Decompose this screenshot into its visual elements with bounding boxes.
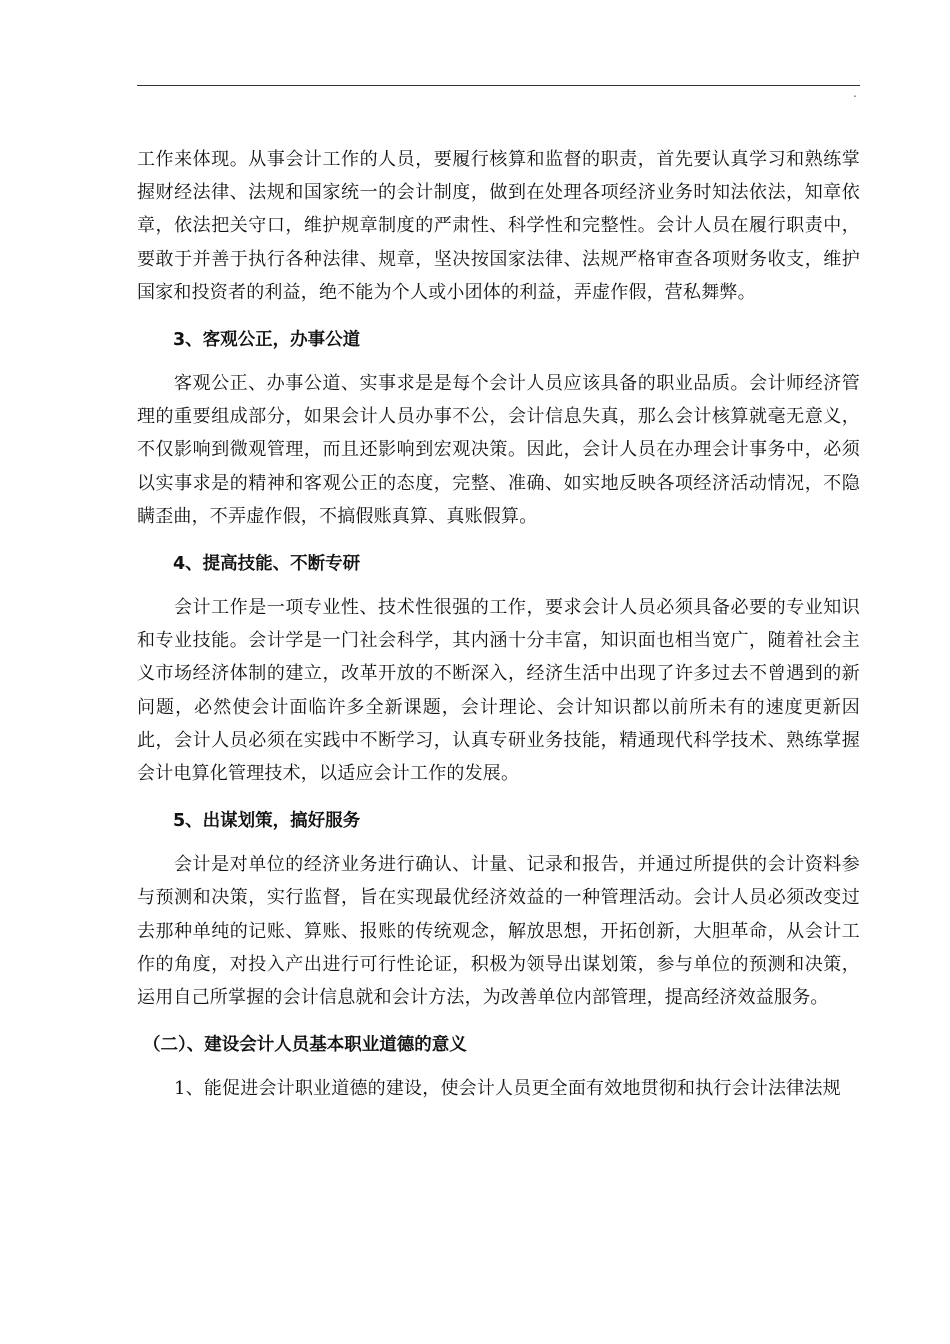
paragraph-section-4: 会计工作是一项专业性、技术性很强的工作，要求会计人员必须具备必要的专业知识和专业技能。会计学是一门社会科学，其内涵十分丰富，知识面也相当宽广，随着社会主义市场经济体制的建立，改革开放的不断深入，经济生活中出现了许多过去不曾遇到的新问题，必然使会计面临许多全新课题，会计理论、会计知识都以前所未有的速度更新因此，会计人员必须在实践中不断学习，认真专研业务技能，精通现代科学技术、熟练掌握会计电算化管理技术，以适应会计工作的发展。 xyxy=(137,597,860,785)
paragraph-intro: 工作来体现。从事会计工作的人员，要履行核算和监督的职责，首先要认真学习和熟练掌握财经法律、法规和国家统一的会计制度，做到在处理各项经济业务时知法依法，知章依章，依法把关守口，维护规章制度的严肃性、科学性和完整性。会计人员在履行职责中，要敢于并善于执行各种法律、规章，坚决按国家法律、法规严格审查各项财务收支，维护国家和投资者的利益，绝不能为个人或小团体的利益，弄虚作假，营私舞弊。 xyxy=(137,149,860,303)
header-rule xyxy=(137,85,860,86)
document-body xyxy=(137,143,860,1105)
header-mark: . xyxy=(853,86,857,100)
heading-section-5: 5、出谋划策，搞好服务 xyxy=(173,811,361,832)
paragraph-section-3: 客观公正、办事公道、实事求是是每个会计人员应该具备的职业品质。会计师经济管理的重要组成部分，如果会计人员办事不公，会计信息失真，那么会计核算就毫无意义，不仅影响到微观管理，而且还影响到宏观决策。因此，会计人员在办理会计事务中，必须以实事求是的精神和客观公正的态度，完整、准确、如实地反映各项经济活动情况，不隐瞒歪曲，不弄虚作假，不搞假账真算、真账假算。 xyxy=(137,373,860,527)
heading-section-3: 3、客观公正，办事公道 xyxy=(173,330,361,351)
heading-section-4: 4、提高技能、不断专研 xyxy=(173,554,361,575)
paragraph-section-5: 会计是对单位的经济业务进行确认、计量、记录和报告，并通过所提供的会计资料参与预测和决策，实行监督，旨在实现最优经济效益的一种管理活动。会计人员必须改变过去那种单纯的记账、算账、报账的传统观念，解放思想，开拓创新，大胆革命，从会计工作的角度，对投入产出进行可行性论证，积极为领导出谋划策，参与单位的预测和决策，运用自己所掌握的会计信息就和会计方法，为改善单位内部管理，提高经济效益服务。 xyxy=(137,854,860,1009)
paragraph-subsection-2-item-1: 1、能促进会计职业道德的建设，使会计人员更全面有效地贯彻和执行会计法律法规 xyxy=(174,1078,841,1100)
heading-subsection-2: （二）、建设会计人员基本职业道德的意义 xyxy=(143,1035,467,1056)
